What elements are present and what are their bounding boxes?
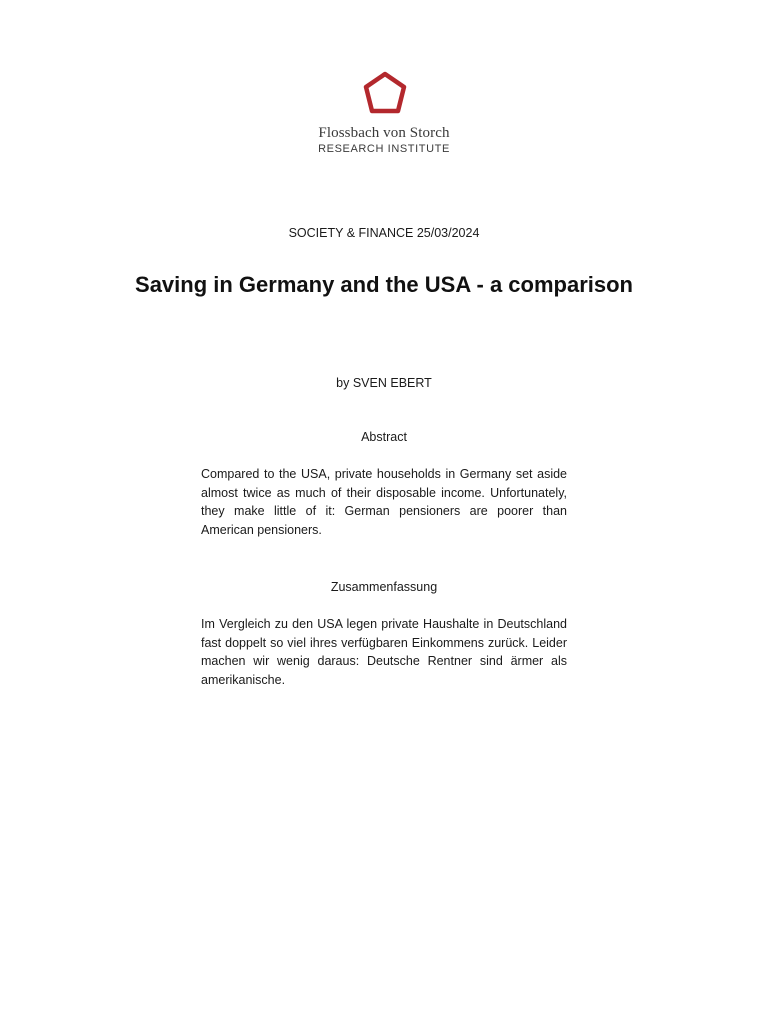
summary-heading: Zusammenfassung bbox=[330, 580, 438, 594]
series-date-line: SOCIETY & FINANCE 25/03/2024 bbox=[288, 226, 480, 240]
logo-subtitle: RESEARCH INSTITUTE bbox=[318, 143, 450, 155]
page-title: Saving in Germany and the USA - a comparison bbox=[135, 272, 633, 297]
summary-text: Im Vergleich zu den USA legen private Haushalte in Deutschland fast doppelt so viel ihres verfügbaren Einkommens zurück. Leider machen wir wenig daraus: Deutsche Rentner sind ärmer als amerikanische. bbox=[201, 617, 567, 688]
pentagon-logo-icon bbox=[361, 70, 409, 116]
logo-name: Flossbach von Storch bbox=[318, 125, 450, 141]
abstract-text: Compared to the USA, private households in Germany set aside almost twice as much of their disposable income. Unfortunately, they make little of it: German pensioners are poorer than American pensioners. bbox=[201, 467, 567, 538]
abstract-heading: Abstract bbox=[361, 430, 407, 444]
institute-logo bbox=[284, 124, 484, 156]
author-byline: by SVEN EBERT bbox=[336, 376, 432, 390]
